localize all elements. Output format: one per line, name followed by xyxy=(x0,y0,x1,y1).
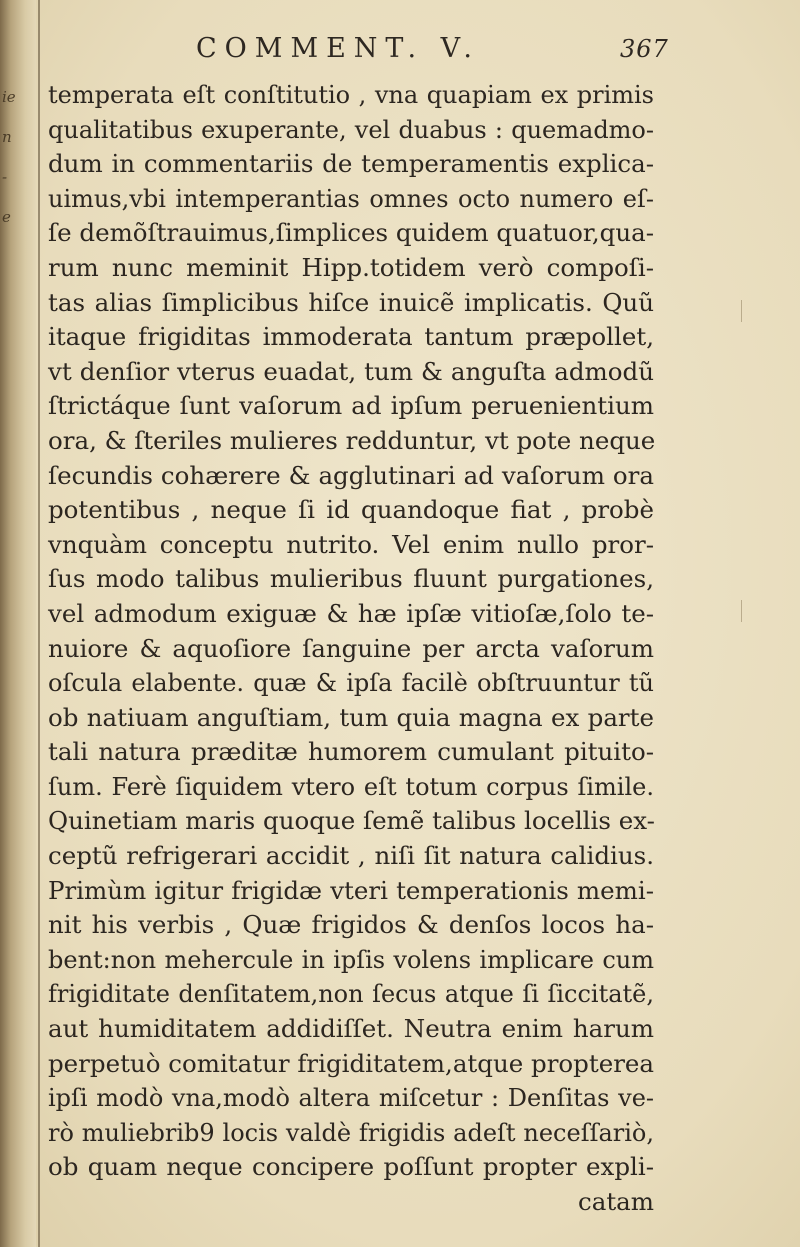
text-line: ſtrictáque ſunt vaſorum ad ipſum peruenientium xyxy=(48,391,654,421)
text-line: ob quam neque concipere poſſunt propter expli- xyxy=(48,1152,654,1182)
margin-mark: ie xyxy=(2,88,16,106)
text-line: itaque frigiditas immoderata tantum præpollet, xyxy=(48,322,654,352)
pen-mark xyxy=(741,600,756,622)
text-line: Quinetiam maris quoque ſemẽ talibus locellis ex- xyxy=(48,806,655,836)
text-line: aut humiditatem addidiſſet. Neutra enim harum xyxy=(48,1014,654,1044)
text-line: vt denſior vterus euadat, tum & anguſta admodũ xyxy=(48,356,654,386)
text-line: ipſi modò vna,modò altera miſcetur : Denſitas ve- xyxy=(48,1084,654,1113)
text-line: temperata eſt conſtitutio , vna quapiam ex primis xyxy=(48,81,654,109)
text-line: Primùm igitur frigidæ vteri temperationis memi- xyxy=(48,875,654,905)
text-line: ſum. Ferè ſiquidem vtero eſt totum corpus ſimile. xyxy=(48,772,654,801)
text-line: catam xyxy=(577,1187,654,1216)
text-line: oſcula elabente. quæ & ipſa facilè obſtruuntur tũ xyxy=(48,669,654,698)
text-line: qualitatibus exuperante, vel duabus : quemadmo- xyxy=(48,115,654,144)
text-line: nit his verbis , Quæ frigidos & denſos locos ha- xyxy=(48,910,654,940)
text-line: ſus modo talibus mulieribus fluunt purgationes, xyxy=(48,564,654,594)
text-line: ſecundis cohærere & agglutinari ad vaſorum ora xyxy=(48,460,654,490)
text-line: uimus,vbi intemperantias omnes octo numero eſ- xyxy=(48,184,654,213)
margin-mark: n xyxy=(2,128,12,146)
margin-mark: - xyxy=(2,168,8,186)
binding-edge xyxy=(38,0,40,1247)
text-line: tali natura præditæ humorem cumulant pituito- xyxy=(48,737,654,767)
running-head: COMMENT. V. xyxy=(196,33,480,64)
text-line: tas alias ſimplicibus hiſce inuicẽ implicatis. Quũ xyxy=(48,287,654,317)
binding-gutter xyxy=(0,0,36,1247)
text-line: dum in commentariis de temperamentis explica- xyxy=(48,149,654,179)
page-header xyxy=(0,33,800,65)
text-line: potentibus , neque ſi id quandoque fiat , probè xyxy=(48,495,654,525)
margin-mark: e xyxy=(2,208,11,226)
text-line: perpetuò comitatur frigiditatem,atque propterea xyxy=(48,1048,655,1078)
text-line: ora, & ſteriles mulieres redduntur, vt pote neque xyxy=(48,425,656,455)
text-line: ceptũ refrigerari accidit , niſi ſit natura calidius. xyxy=(48,841,654,871)
pen-mark xyxy=(741,300,756,322)
body-text xyxy=(48,78,654,1220)
text-line: rum nunc meminit Hipp.totidem verò compoſi- xyxy=(48,252,654,282)
text-line: ob natiuam anguſtiam, tum quia magna ex parte xyxy=(48,702,654,732)
text-line: nuiore & aquoſiore ſanguine per arcta vaſorum xyxy=(48,633,654,663)
text-line: frigiditate denſitatem,non ſecus atque ſi ſiccitatẽ, xyxy=(48,980,654,1009)
text-line: bent:non mehercule in ipſis volens implicare cum xyxy=(48,945,654,974)
text-line: ſe demõſtrauimus,ſimplices quidem quatuor,qua- xyxy=(48,218,654,248)
text-line: vel admodum exiguæ & hæ ipſæ vitioſæ,ſolo te- xyxy=(48,598,654,628)
page-number: 367 xyxy=(620,35,669,63)
text-line: rò muliebrib9 locis valdè frigidis adeſt neceſſariò, xyxy=(48,1118,654,1147)
text-line: vnquàm conceptu nutrito. Vel enim nullo pror- xyxy=(48,529,654,559)
